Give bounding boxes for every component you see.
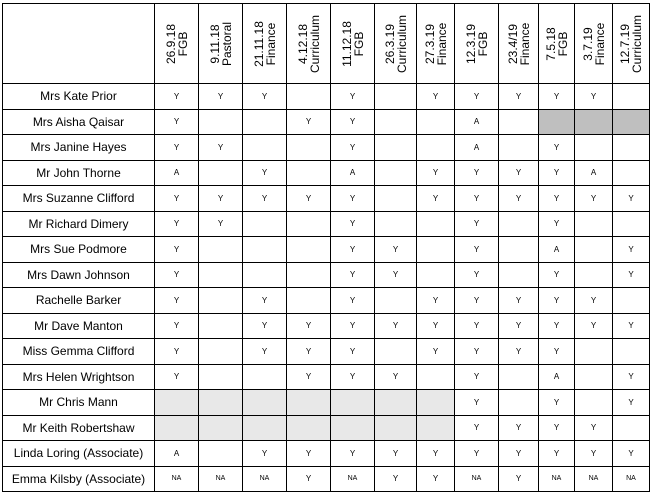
member-name: Mrs Janine Hayes	[3, 135, 155, 161]
attendance-cell: Y	[243, 186, 287, 212]
header-row	[3, 4, 650, 84]
member-name: Mrs Dawn Johnson	[3, 262, 155, 288]
attendance-cell: Y	[331, 186, 375, 212]
attendance-cell: Y	[155, 364, 199, 390]
attendance-cell: Y	[455, 415, 499, 441]
attendance-cell	[417, 364, 455, 390]
member-name: Mr Richard Dimery	[3, 211, 155, 237]
attendance-cell: A	[455, 109, 499, 135]
attendance-cell	[287, 211, 331, 237]
attendance-cell	[199, 262, 243, 288]
column-header	[455, 4, 499, 84]
attendance-cell	[243, 415, 287, 441]
attendance-cell	[287, 160, 331, 186]
attendance-cell	[287, 237, 331, 263]
attendance-cell: Y	[575, 415, 613, 441]
column-date: 12.3.19	[463, 23, 478, 64]
attendance-cell	[199, 339, 243, 365]
attendance-cell	[199, 313, 243, 339]
attendance-cell	[499, 390, 539, 416]
attendance-table	[2, 3, 650, 492]
member-name: Emma Kilsby (Associate)	[3, 466, 155, 492]
attendance-cell	[417, 415, 455, 441]
member-name: Miss Gemma Clifford	[3, 339, 155, 365]
member-name: Mrs Aisha Qaisar	[3, 109, 155, 135]
attendance-cell: Y	[613, 390, 650, 416]
attendance-cell	[199, 390, 243, 416]
attendance-cell: Y	[455, 211, 499, 237]
attendance-cell: Y	[539, 135, 575, 161]
attendance-cell: Y	[287, 466, 331, 492]
attendance-cell: Y	[375, 237, 417, 263]
attendance-cell	[539, 109, 575, 135]
attendance-cell: Y	[287, 313, 331, 339]
attendance-cell: Y	[455, 186, 499, 212]
attendance-cell: Y	[499, 313, 539, 339]
attendance-cell	[243, 135, 287, 161]
attendance-cell: Y	[417, 339, 455, 365]
attendance-cell	[499, 109, 539, 135]
column-type: FGB	[175, 31, 190, 56]
attendance-cell	[375, 84, 417, 110]
attendance-cell	[199, 237, 243, 263]
attendance-cell	[417, 211, 455, 237]
table-row	[3, 339, 650, 365]
attendance-cell: NA	[455, 466, 499, 492]
column-header	[417, 4, 455, 84]
attendance-cell: A	[539, 364, 575, 390]
column-header	[155, 4, 199, 84]
table-row	[3, 415, 650, 441]
attendance-cell: Y	[455, 390, 499, 416]
attendance-cell	[417, 237, 455, 263]
attendance-cell: Y	[155, 211, 199, 237]
attendance-cell	[375, 339, 417, 365]
corner-cell	[3, 4, 155, 84]
member-name: Mr Keith Robertshaw	[3, 415, 155, 441]
column-date: 9.11.18	[207, 23, 222, 64]
attendance-cell	[499, 262, 539, 288]
attendance-cell: Y	[539, 339, 575, 365]
attendance-cell: Y	[539, 390, 575, 416]
attendance-cell: Y	[287, 109, 331, 135]
attendance-cell: Y	[455, 441, 499, 467]
member-name: Mrs Kate Prior	[3, 84, 155, 110]
column-header	[499, 4, 539, 84]
attendance-cell: Y	[243, 339, 287, 365]
attendance-cell	[375, 186, 417, 212]
column-type: FGB	[351, 31, 366, 56]
column-date: 26.9.18	[163, 23, 178, 64]
attendance-cell: Y	[155, 109, 199, 135]
attendance-cell: Y	[375, 466, 417, 492]
attendance-cell	[499, 135, 539, 161]
attendance-cell: Y	[455, 288, 499, 314]
attendance-cell: Y	[539, 415, 575, 441]
attendance-cell	[575, 109, 613, 135]
attendance-cell	[287, 288, 331, 314]
column-date: 3.7.19	[580, 26, 595, 61]
attendance-cell: Y	[155, 339, 199, 365]
attendance-cell: Y	[155, 313, 199, 339]
attendance-cell: Y	[287, 339, 331, 365]
attendance-cell: Y	[613, 186, 650, 212]
attendance-cell	[417, 135, 455, 161]
attendance-cell: Y	[499, 441, 539, 467]
attendance-cell: Y	[287, 441, 331, 467]
attendance-cell	[243, 390, 287, 416]
member-name: Mr John Thorne	[3, 160, 155, 186]
attendance-cell: Y	[613, 441, 650, 467]
attendance-cell	[575, 211, 613, 237]
attendance-cell: Y	[539, 288, 575, 314]
table-row	[3, 441, 650, 467]
attendance-cell: Y	[455, 364, 499, 390]
attendance-cell: Y	[287, 186, 331, 212]
member-name: Mr Dave Manton	[3, 313, 155, 339]
attendance-cell: Y	[199, 84, 243, 110]
attendance-cell	[575, 237, 613, 263]
column-type: Curriculum	[307, 14, 322, 73]
attendance-cell: NA	[243, 466, 287, 492]
column-header	[613, 4, 650, 84]
member-name: Mrs Sue Podmore	[3, 237, 155, 263]
attendance-cell: Y	[331, 135, 375, 161]
attendance-cell: NA	[539, 466, 575, 492]
column-date: 23.4/19	[505, 23, 520, 64]
attendance-cell: A	[155, 160, 199, 186]
attendance-cell	[243, 364, 287, 390]
attendance-cell: Y	[499, 84, 539, 110]
column-date: 11.12.18	[339, 20, 354, 67]
attendance-cell	[199, 441, 243, 467]
attendance-cell: Y	[375, 313, 417, 339]
column-type: Curriculum	[630, 14, 644, 73]
attendance-cell: Y	[155, 135, 199, 161]
attendance-cell: Y	[331, 211, 375, 237]
attendance-cell: Y	[331, 313, 375, 339]
attendance-cell	[287, 135, 331, 161]
attendance-cell: NA	[199, 466, 243, 492]
attendance-cell: Y	[499, 288, 539, 314]
attendance-cell: Y	[455, 262, 499, 288]
attendance-cell: Y	[243, 441, 287, 467]
attendance-cell: Y	[155, 84, 199, 110]
attendance-cell: Y	[575, 288, 613, 314]
attendance-cell	[243, 211, 287, 237]
attendance-cell	[155, 415, 199, 441]
attendance-cell: Y	[539, 211, 575, 237]
attendance-cell	[243, 262, 287, 288]
attendance-cell: Y	[417, 288, 455, 314]
column-type: Finance	[434, 22, 449, 65]
attendance-cell	[613, 160, 650, 186]
attendance-cell	[287, 84, 331, 110]
attendance-cell: Y	[155, 186, 199, 212]
attendance-cell: Y	[417, 313, 455, 339]
attendance-cell: Y	[243, 288, 287, 314]
column-date: 12.7.19	[618, 23, 632, 64]
attendance-cell: Y	[331, 288, 375, 314]
attendance-cell	[375, 288, 417, 314]
attendance-cell	[287, 262, 331, 288]
member-name: Mrs Helen Wrightson	[3, 364, 155, 390]
attendance-cell	[199, 109, 243, 135]
table-row	[3, 288, 650, 314]
attendance-cell: Y	[331, 364, 375, 390]
attendance-cell: Y	[539, 186, 575, 212]
attendance-cell	[417, 262, 455, 288]
table-row	[3, 109, 650, 135]
attendance-cell	[613, 135, 650, 161]
attendance-cell: Y	[613, 237, 650, 263]
attendance-cell	[375, 211, 417, 237]
attendance-cell: NA	[575, 466, 613, 492]
attendance-cell: Y	[155, 288, 199, 314]
attendance-cell: Y	[417, 441, 455, 467]
attendance-cell: Y	[199, 135, 243, 161]
column-date: 21.11.18	[251, 20, 266, 67]
column-type: Finance	[592, 22, 607, 65]
attendance-cell	[575, 262, 613, 288]
attendance-cell: Y	[575, 84, 613, 110]
attendance-cell: Y	[499, 186, 539, 212]
attendance-cell	[331, 390, 375, 416]
attendance-cell	[499, 211, 539, 237]
column-header	[375, 4, 417, 84]
attendance-cell: Y	[331, 339, 375, 365]
attendance-cell: Y	[539, 441, 575, 467]
attendance-cell: A	[155, 441, 199, 467]
attendance-cell	[417, 109, 455, 135]
column-date: 4.12.18	[295, 23, 310, 64]
attendance-cell: Y	[331, 84, 375, 110]
attendance-cell: NA	[613, 466, 650, 492]
column-header	[331, 4, 375, 84]
attendance-cell: A	[575, 160, 613, 186]
attendance-cell	[613, 84, 650, 110]
attendance-cell	[575, 135, 613, 161]
attendance-cell: Y	[375, 441, 417, 467]
attendance-cell	[199, 415, 243, 441]
table-row	[3, 313, 650, 339]
attendance-cell: Y	[575, 313, 613, 339]
attendance-cell	[613, 288, 650, 314]
column-header	[539, 4, 575, 84]
attendance-cell: Y	[243, 84, 287, 110]
attendance-cell: Y	[331, 237, 375, 263]
attendance-cell: Y	[539, 160, 575, 186]
attendance-cell: Y	[539, 313, 575, 339]
attendance-cell	[155, 390, 199, 416]
attendance-cell: Y	[199, 211, 243, 237]
attendance-cell	[499, 237, 539, 263]
attendance-cell: Y	[455, 237, 499, 263]
attendance-cell: A	[331, 160, 375, 186]
attendance-cell	[375, 415, 417, 441]
attendance-cell	[375, 135, 417, 161]
attendance-cell: Y	[199, 186, 243, 212]
attendance-cell: Y	[499, 160, 539, 186]
column-date: 26.3.19	[382, 23, 397, 64]
column-type: Finance	[263, 22, 278, 65]
attendance-cell: Y	[287, 364, 331, 390]
attendance-cell: Y	[499, 415, 539, 441]
member-name: Rachelle Barker	[3, 288, 155, 314]
attendance-cell: Y	[417, 160, 455, 186]
attendance-cell: A	[539, 237, 575, 263]
column-header	[287, 4, 331, 84]
attendance-cell: Y	[375, 364, 417, 390]
attendance-cell	[243, 109, 287, 135]
table-body	[3, 84, 650, 492]
column-type: Curriculum	[394, 14, 409, 73]
column-header	[243, 4, 287, 84]
attendance-cell: Y	[539, 84, 575, 110]
column-date: 27.3.19	[422, 23, 437, 64]
table-row	[3, 160, 650, 186]
attendance-cell: Y	[155, 262, 199, 288]
attendance-cell	[575, 339, 613, 365]
attendance-cell: Y	[331, 441, 375, 467]
attendance-cell: Y	[417, 186, 455, 212]
attendance-cell	[199, 364, 243, 390]
attendance-cell	[575, 364, 613, 390]
table-row	[3, 135, 650, 161]
attendance-cell	[375, 160, 417, 186]
attendance-cell	[287, 415, 331, 441]
attendance-cell	[613, 109, 650, 135]
attendance-cell	[375, 109, 417, 135]
attendance-cell	[613, 211, 650, 237]
table-row	[3, 186, 650, 212]
table-row	[3, 364, 650, 390]
attendance-cell: Y	[455, 339, 499, 365]
attendance-cell: Y	[575, 186, 613, 212]
attendance-cell	[199, 288, 243, 314]
member-name: Mr Chris Mann	[3, 390, 155, 416]
attendance-cell	[199, 160, 243, 186]
table-row	[3, 237, 650, 263]
attendance-cell: Y	[331, 262, 375, 288]
attendance-cell	[499, 364, 539, 390]
column-header	[199, 4, 243, 84]
attendance-cell	[613, 339, 650, 365]
attendance-cell: A	[455, 135, 499, 161]
member-name: Linda Loring (Associate)	[3, 441, 155, 467]
attendance-cell: Y	[613, 313, 650, 339]
attendance-cell	[375, 390, 417, 416]
column-type: Finance	[517, 22, 532, 65]
table-row	[3, 211, 650, 237]
table-row	[3, 84, 650, 110]
attendance-cell: NA	[155, 466, 199, 492]
attendance-cell: Y	[417, 466, 455, 492]
column-date: 7.5.18	[543, 26, 558, 61]
attendance-cell: Y	[499, 339, 539, 365]
table-row	[3, 262, 650, 288]
table-row	[3, 466, 650, 492]
column-type: FGB	[475, 31, 490, 56]
member-name: Mrs Suzanne Clifford	[3, 186, 155, 212]
table-row	[3, 390, 650, 416]
attendance-cell: Y	[613, 262, 650, 288]
attendance-cell: NA	[331, 466, 375, 492]
attendance-cell: Y	[575, 441, 613, 467]
attendance-cell: Y	[375, 262, 417, 288]
column-type: FGB	[555, 31, 570, 56]
column-header	[575, 4, 613, 84]
attendance-cell: Y	[243, 160, 287, 186]
attendance-cell: Y	[455, 84, 499, 110]
attendance-cell: Y	[331, 109, 375, 135]
attendance-cell: Y	[455, 160, 499, 186]
attendance-cell: Y	[539, 262, 575, 288]
attendance-cell: Y	[417, 84, 455, 110]
attendance-cell: Y	[155, 237, 199, 263]
column-type: Pastoral	[219, 21, 234, 66]
attendance-cell	[287, 390, 331, 416]
attendance-cell	[243, 237, 287, 263]
attendance-cell	[575, 390, 613, 416]
attendance-cell: Y	[499, 466, 539, 492]
attendance-cell: Y	[613, 364, 650, 390]
attendance-cell: Y	[455, 313, 499, 339]
attendance-cell	[417, 390, 455, 416]
attendance-cell	[331, 415, 375, 441]
attendance-cell	[613, 415, 650, 441]
attendance-cell: Y	[243, 313, 287, 339]
